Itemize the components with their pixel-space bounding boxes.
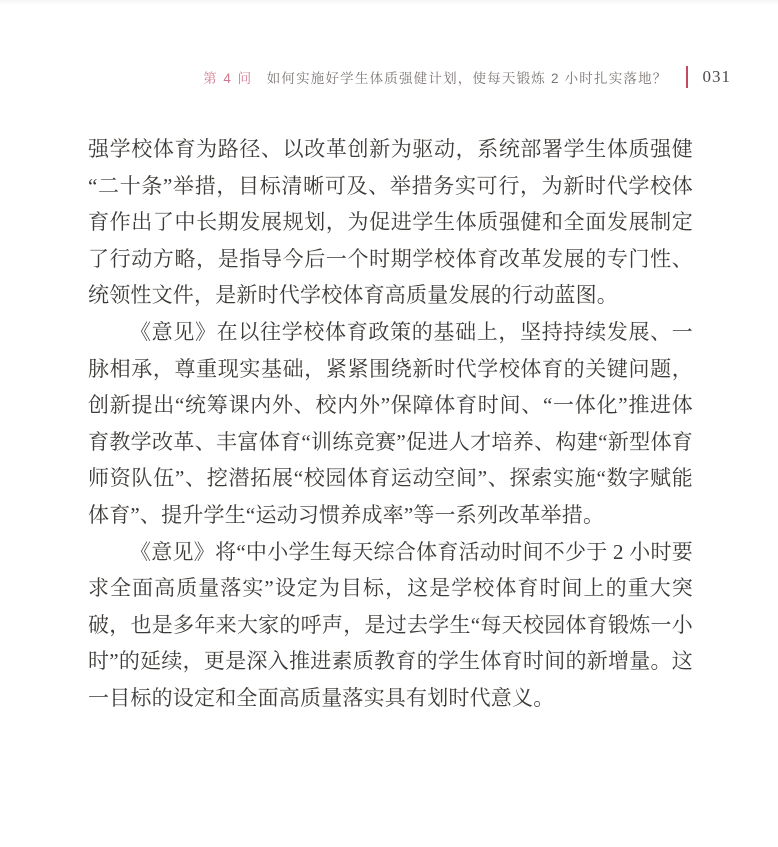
running-head-title: 如何实施好学生体质强健计划，使每天锻炼 2 小时扎实落地？ — [266, 71, 668, 86]
page-body — [88, 131, 693, 717]
body-paragraph: 强学校体育为路径、以改革创新为驱动，系统部署学生体质强健“二十条”举措，目标清晰可及、举措务实可行，为新时代学校体育作出了中长期发展规划，为促进学生体质强健和全面发展制定了行动方略，是指导今后一个时期学校体育改革发展的专门性、统领性文件，是新时代学校体育高质量发展的行动蓝图。 — [88, 137, 693, 308]
page-number: 031 — [702, 67, 731, 86]
header-divider — [686, 66, 688, 88]
body-paragraph: 《意见》将“中小学生每天综合体育活动时间不少于 2 小时要求全面高质量落实”设定为目标，这是学校体育时间上的重大突破，也是多年来大家的呼声，是过去学生“每天校园体育锻炼一小时”的延续，更是深入推进素质教育的学生体育时间的新增量。这一目标的设定和全面高质量落实具有划时代意义。 — [88, 539, 693, 710]
running-header — [0, 66, 731, 88]
body-paragraph: 《意见》在以往学校体育政策的基础上，坚持持续发展、一脉相承，尊重现实基础，紧紧围绕新时代学校体育的关键问题，创新提出“统筹课内外、校内外”保障体育时间、“一体化”推进体育教学改革、丰富体育“训练竞赛”促进人才培养、构建“新型体育师资队伍”、挖潜拓展“校园体育运动空间”、探索实施“数字赋能体育”、提升学生“运动习惯养成率”等一系列改革举措。 — [88, 319, 693, 527]
chapter-question-label: 第 4 问 — [203, 71, 253, 86]
